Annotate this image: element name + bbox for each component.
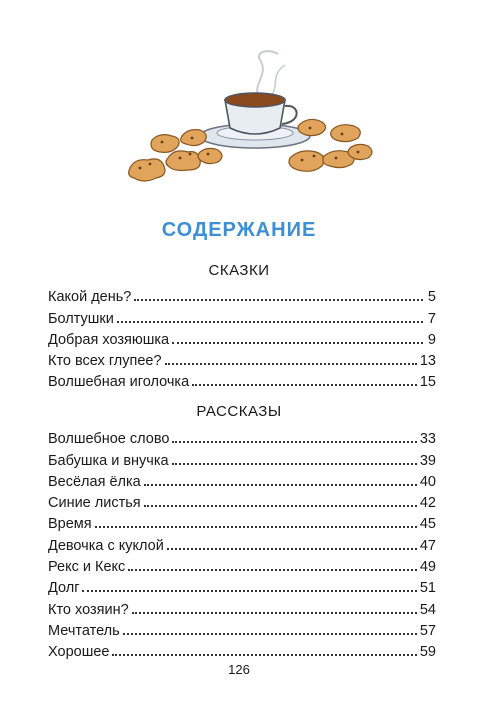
toc-entry <box>48 596 436 617</box>
toc-entry <box>48 511 436 532</box>
leader-dots <box>172 463 417 465</box>
toc-entry <box>48 532 436 553</box>
toc-entry <box>48 426 436 447</box>
toc-entry-title: Кто всех глупее? <box>48 353 162 370</box>
toc-entry-page: 13 <box>419 353 436 370</box>
toc-entry-page: 59 <box>419 644 436 661</box>
leader-dots <box>172 342 423 344</box>
leader-dots <box>128 569 417 571</box>
toc-entry-title: Бабушка и внучка <box>48 452 169 469</box>
toc-entry-title: Хорошее <box>48 644 110 661</box>
toc-entry-page: 9 <box>427 331 436 348</box>
toc-entry-title: Кто хозяин? <box>48 601 129 618</box>
toc-entry-page: 54 <box>419 601 436 618</box>
toc-entry-page: 40 <box>419 473 436 490</box>
page-number: 126 <box>228 662 250 677</box>
toc-entry <box>48 348 436 369</box>
section-heading-fairy-tales: СКАЗКИ <box>208 262 270 279</box>
leader-dots <box>134 299 423 301</box>
leader-dots <box>144 505 417 507</box>
toc-entry-title: Волшебное слово <box>48 431 170 448</box>
toc-entry <box>48 447 436 468</box>
toc-entry-page: 7 <box>427 310 436 327</box>
leader-dots <box>117 321 423 323</box>
toc-entry <box>48 554 436 575</box>
leader-dots <box>95 526 417 528</box>
toc-entry <box>48 327 436 348</box>
toc-entry-title: Волшебная иголочка <box>48 374 190 391</box>
toc-entry-title: Долг <box>48 580 80 597</box>
toc-entry-page: 45 <box>419 516 436 533</box>
toc-entry-title: Девочка с куклой <box>48 537 164 554</box>
teacup-with-cookies-icon <box>110 40 380 200</box>
toc-entry-page: 33 <box>419 431 436 448</box>
leader-dots <box>132 612 417 614</box>
toc-entry-page: 51 <box>419 580 436 597</box>
leader-dots <box>144 484 417 486</box>
toc-entry <box>48 575 436 596</box>
toc-entry-title: Болтушки <box>48 310 114 327</box>
toc-entry-page: 49 <box>419 559 436 576</box>
toc-entry-page: 5 <box>427 289 436 306</box>
toc-entry-title: Весёлая ёлка <box>48 473 141 490</box>
toc-entry <box>48 639 436 660</box>
toc-entry-page: 39 <box>419 452 436 469</box>
leader-dots <box>192 384 417 386</box>
toc-list-fairy-tales <box>48 284 436 390</box>
toc-entry <box>48 369 436 390</box>
section-heading-stories: РАССКАЗЫ <box>196 403 282 420</box>
toc-entry <box>48 469 436 490</box>
toc-entry <box>48 284 436 305</box>
toc-entry-page: 15 <box>419 374 436 391</box>
toc-entry <box>48 618 436 639</box>
toc-entry <box>48 490 436 511</box>
toc-entry-title: Синие листья <box>48 495 141 512</box>
toc-entry-page: 57 <box>419 622 436 639</box>
leader-dots <box>165 363 417 365</box>
leader-dots <box>167 548 417 550</box>
toc-entry-page: 47 <box>419 537 436 554</box>
toc-entry-title: Мечтатель <box>48 622 120 639</box>
toc-entry <box>48 305 436 326</box>
toc-entry-title: Время <box>48 516 92 533</box>
leader-dots <box>82 590 416 592</box>
page-title: СОДЕРЖАНИЕ <box>161 219 317 241</box>
leader-dots <box>123 633 417 635</box>
leader-dots <box>112 654 416 656</box>
toc-entry-page: 42 <box>419 495 436 512</box>
toc-entry-title: Рекс и Кекс <box>48 559 126 576</box>
toc-list-stories <box>48 426 436 660</box>
toc-entry-title: Добрая хозяюшка <box>48 331 170 348</box>
leader-dots <box>172 441 416 443</box>
toc-entry-title: Какой день? <box>48 289 132 306</box>
